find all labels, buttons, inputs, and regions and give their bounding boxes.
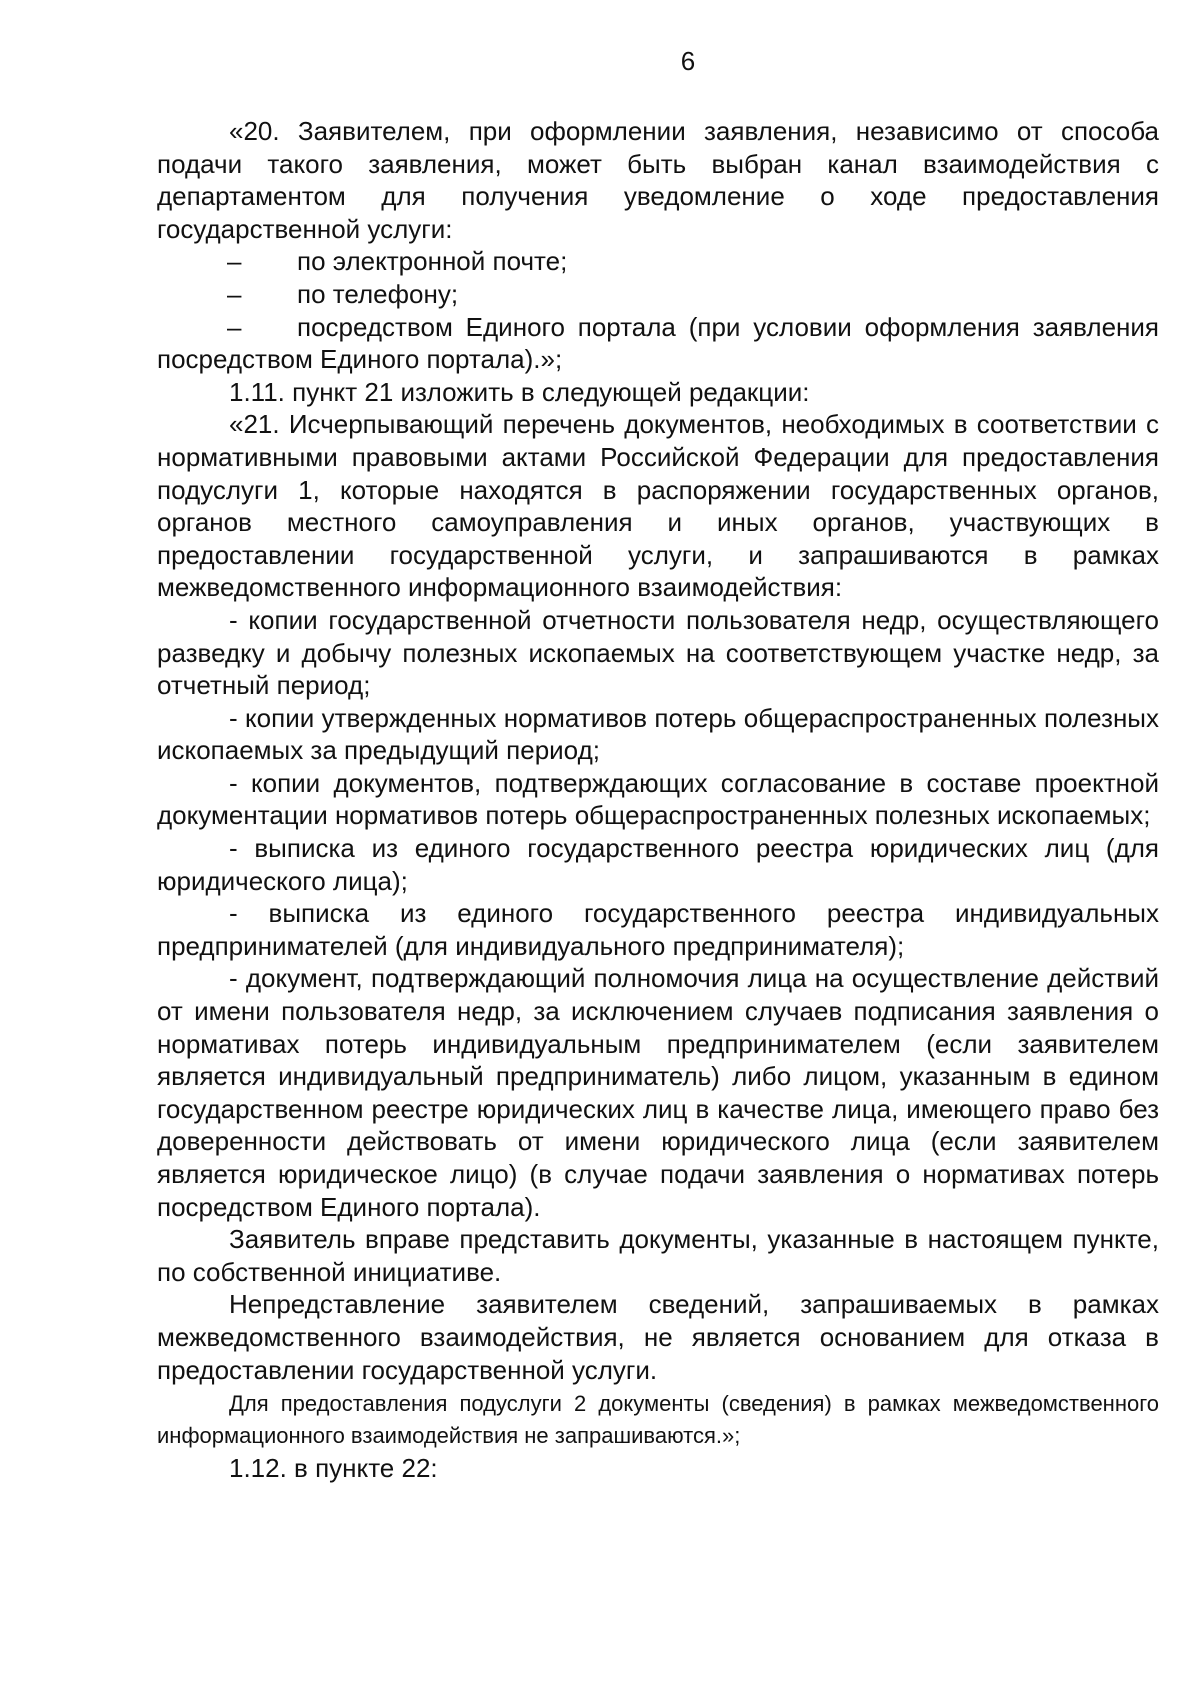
- list-item-text: по телефону;: [297, 278, 459, 309]
- list-item-text: посредством Единого портала (при условии оформления заявления посредством Единого портала).»;: [157, 311, 1159, 375]
- paragraph-21: «21. Исчерпывающий перечень документов, необходимых в соответствии с нормативными правовыми актами Российской Федерации для предоставления подуслуги 1, которые находятся в распоряжении государственных органов, органов местного самоуправления и иных органов, участвующих в предоставлении государственной услуги, и запрашиваются в рамках межведомственного информационного взаимодействия:: [157, 409, 1159, 603]
- list-item-phone: [157, 278, 1159, 311]
- dash-marker: –: [227, 278, 242, 309]
- list-item-text: по электронной почте;: [297, 246, 568, 277]
- paragraph-1-11: 1.11. пункт 21 изложить в следующей редакции:: [229, 376, 810, 407]
- paragraph-non-submission: Непредставление заявителем сведений, запрашиваемых в рамках межведомственного взаимодействия, не является основанием для отказа в предоставлении государственной услуги.: [157, 1289, 1159, 1385]
- bullet-approved-norms: - копии утвержденных нормативов потерь общераспространенных полезных ископаемых за предыдущий период;: [157, 702, 1159, 766]
- document-body: [157, 115, 1159, 1485]
- dash-marker: –: [227, 246, 242, 277]
- bullet-egrul-extract: - выписка из единого государственного реестра юридических лиц (для юридического лица);: [157, 833, 1159, 896]
- bullet-authority-document: - документ, подтверждающий полномочия лица на осуществление действий от имени пользователя недр, за исключением случаев подписания заявления о нормативах потерь индивидуальным предпринимателем (если заявителем является индивидуальный предприниматель) либо лицом, указанным в едином государственном реестре юридических лиц в качестве лица, имеющего право без доверенности действовать от имени юридического лица (если заявителем является юридическое лицо) (в случае подачи заявления о нормативах потерь посредством Единого портала).: [157, 963, 1159, 1222]
- page-number: 6: [680, 46, 696, 76]
- paragraph-20: «20. Заявителем, при оформлении заявления, независимо от способа подачи такого заявления, может быть выбран канал взаимодействия с департаментом для получения уведомление о ходе предоставления государственной услуги:: [157, 116, 1159, 244]
- list-item-portal: [157, 311, 1159, 376]
- list-item-email: [157, 245, 1159, 278]
- paragraph-own-initiative: Заявитель вправе представить документы, указанные в настоящем пункте, по собственной инициативе.: [157, 1224, 1159, 1287]
- bullet-egrip-extract: - выписка из единого государственного реестра индивидуальных предпринимателей (для индивидуального предпринимателя);: [157, 898, 1159, 961]
- bullet-approval-documents: - копии документов, подтверждающих согласование в составе проектной документации нормативов потерь общераспространенных полезных ископаемых;: [157, 767, 1159, 831]
- paragraph-1-12: 1.12. в пункте 22:: [229, 1453, 438, 1484]
- bullet-state-reporting: - копии государственной отчетности пользователя недр, осуществляющего разведку и добычу полезных ископаемых на соответствующем участке недр, за отчетный период;: [157, 604, 1159, 701]
- paragraph-subservice-2: Для предоставления подуслуги 2 документы (сведения) в рамках межведомственного информационного взаимодействия не запрашиваются.»;: [157, 1391, 1159, 1449]
- dash-marker: –: [227, 311, 242, 342]
